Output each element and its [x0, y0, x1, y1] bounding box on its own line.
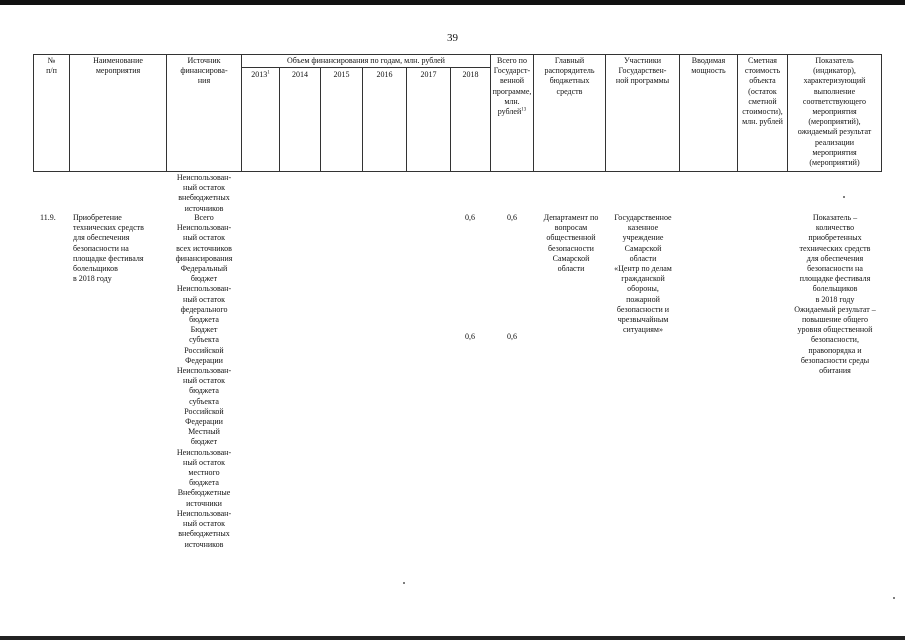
col-line [362, 67, 363, 172]
row-manager: Департамент по вопросам общественной безопасности Самарской области [543, 213, 599, 274]
header-year-2017: 2017 [420, 70, 437, 79]
header-name: Наименование мероприятия [93, 56, 143, 76]
header-estimate: Сметная стоимость объекта (остаток сметной стоимости), млн. рублей [742, 56, 783, 127]
carry-over-source: Неиспользован- ный остаток внебюджетных источников [176, 173, 232, 213]
col-line [320, 67, 321, 172]
header-volume: Объем финансирования по годам, млн. рублей [287, 56, 445, 65]
value-total-total: 0,6 [507, 213, 517, 222]
value-2018-regional: 0,6 [465, 332, 475, 341]
header-participants: Участники Государствен- ной программы [615, 56, 670, 86]
header-year-2015: 2015 [333, 70, 350, 79]
header-capacity: Вводимая мощность [691, 56, 726, 76]
scan-speck [893, 597, 895, 599]
header-indicator: Показатель (индикатор), характеризующий выполнение соответствующего мероприятия (мероприятий), ожидаемый результат реализации мероприятия (мероприятий) [797, 56, 872, 168]
row-participants: Государственное казенное учреждение Самарской области «Центр по делам гражданской обороны, пожарной безопасности и чрезвычайным ситуациям» [614, 213, 672, 335]
col-line [450, 67, 451, 172]
header-num: № п/п [46, 56, 57, 76]
bottom-border [0, 636, 905, 640]
header-total: Всего по Государст- венной программе, млн. рублей$^{13}$ [492, 56, 532, 117]
scan-speck [843, 196, 845, 198]
col-line [279, 67, 280, 172]
value-2018-total: 0,6 [465, 213, 475, 222]
header-year-2018: 2018 [462, 70, 479, 79]
header-year-2013: 2013$^1$ [251, 70, 270, 79]
col-line [406, 67, 407, 172]
page-number: 39 [447, 32, 458, 44]
row-indicator: Показатель – количество приобретенных технических средств для обеспечения безопасности на площадке фестиваля болельщиков в 2018 году Ожидаемый результат – повышение общего уровня общественной безопасности, правопорядка и безопасности среды обитания [794, 213, 876, 376]
scan-speck [403, 582, 405, 584]
header-source: Источник финансирова- ния [180, 56, 228, 86]
header-bottom-line [33, 171, 881, 172]
header-top-line [33, 54, 881, 55]
header-year-2016: 2016 [376, 70, 393, 79]
row-num: 11.9. [40, 213, 56, 222]
col-line [881, 54, 882, 172]
header-year-2014: 2014 [292, 70, 308, 79]
row-sources: Всего Неиспользован- ный остаток всех источников финансирования Федеральный бюджет Неиспользован- ный остаток федерального бюджета Бюджет субъекта Российской Федерации Неиспользован- ный остаток бюджета субъекта Российской Федерации Местный бюджет Неиспользован- ный остаток местного бюджета Внебюджетные источники Неиспользован- ный остаток внебюджетных источников [175, 213, 233, 549]
top-border [0, 0, 905, 5]
header-manager: Главный распорядитель бюджетных средств [544, 56, 595, 96]
value-total-regional: 0,6 [507, 332, 517, 341]
row-name: Приобретение технических средств для обеспечения безопасности на площадке фестиваля болельщиков в 2018 году [73, 213, 144, 284]
